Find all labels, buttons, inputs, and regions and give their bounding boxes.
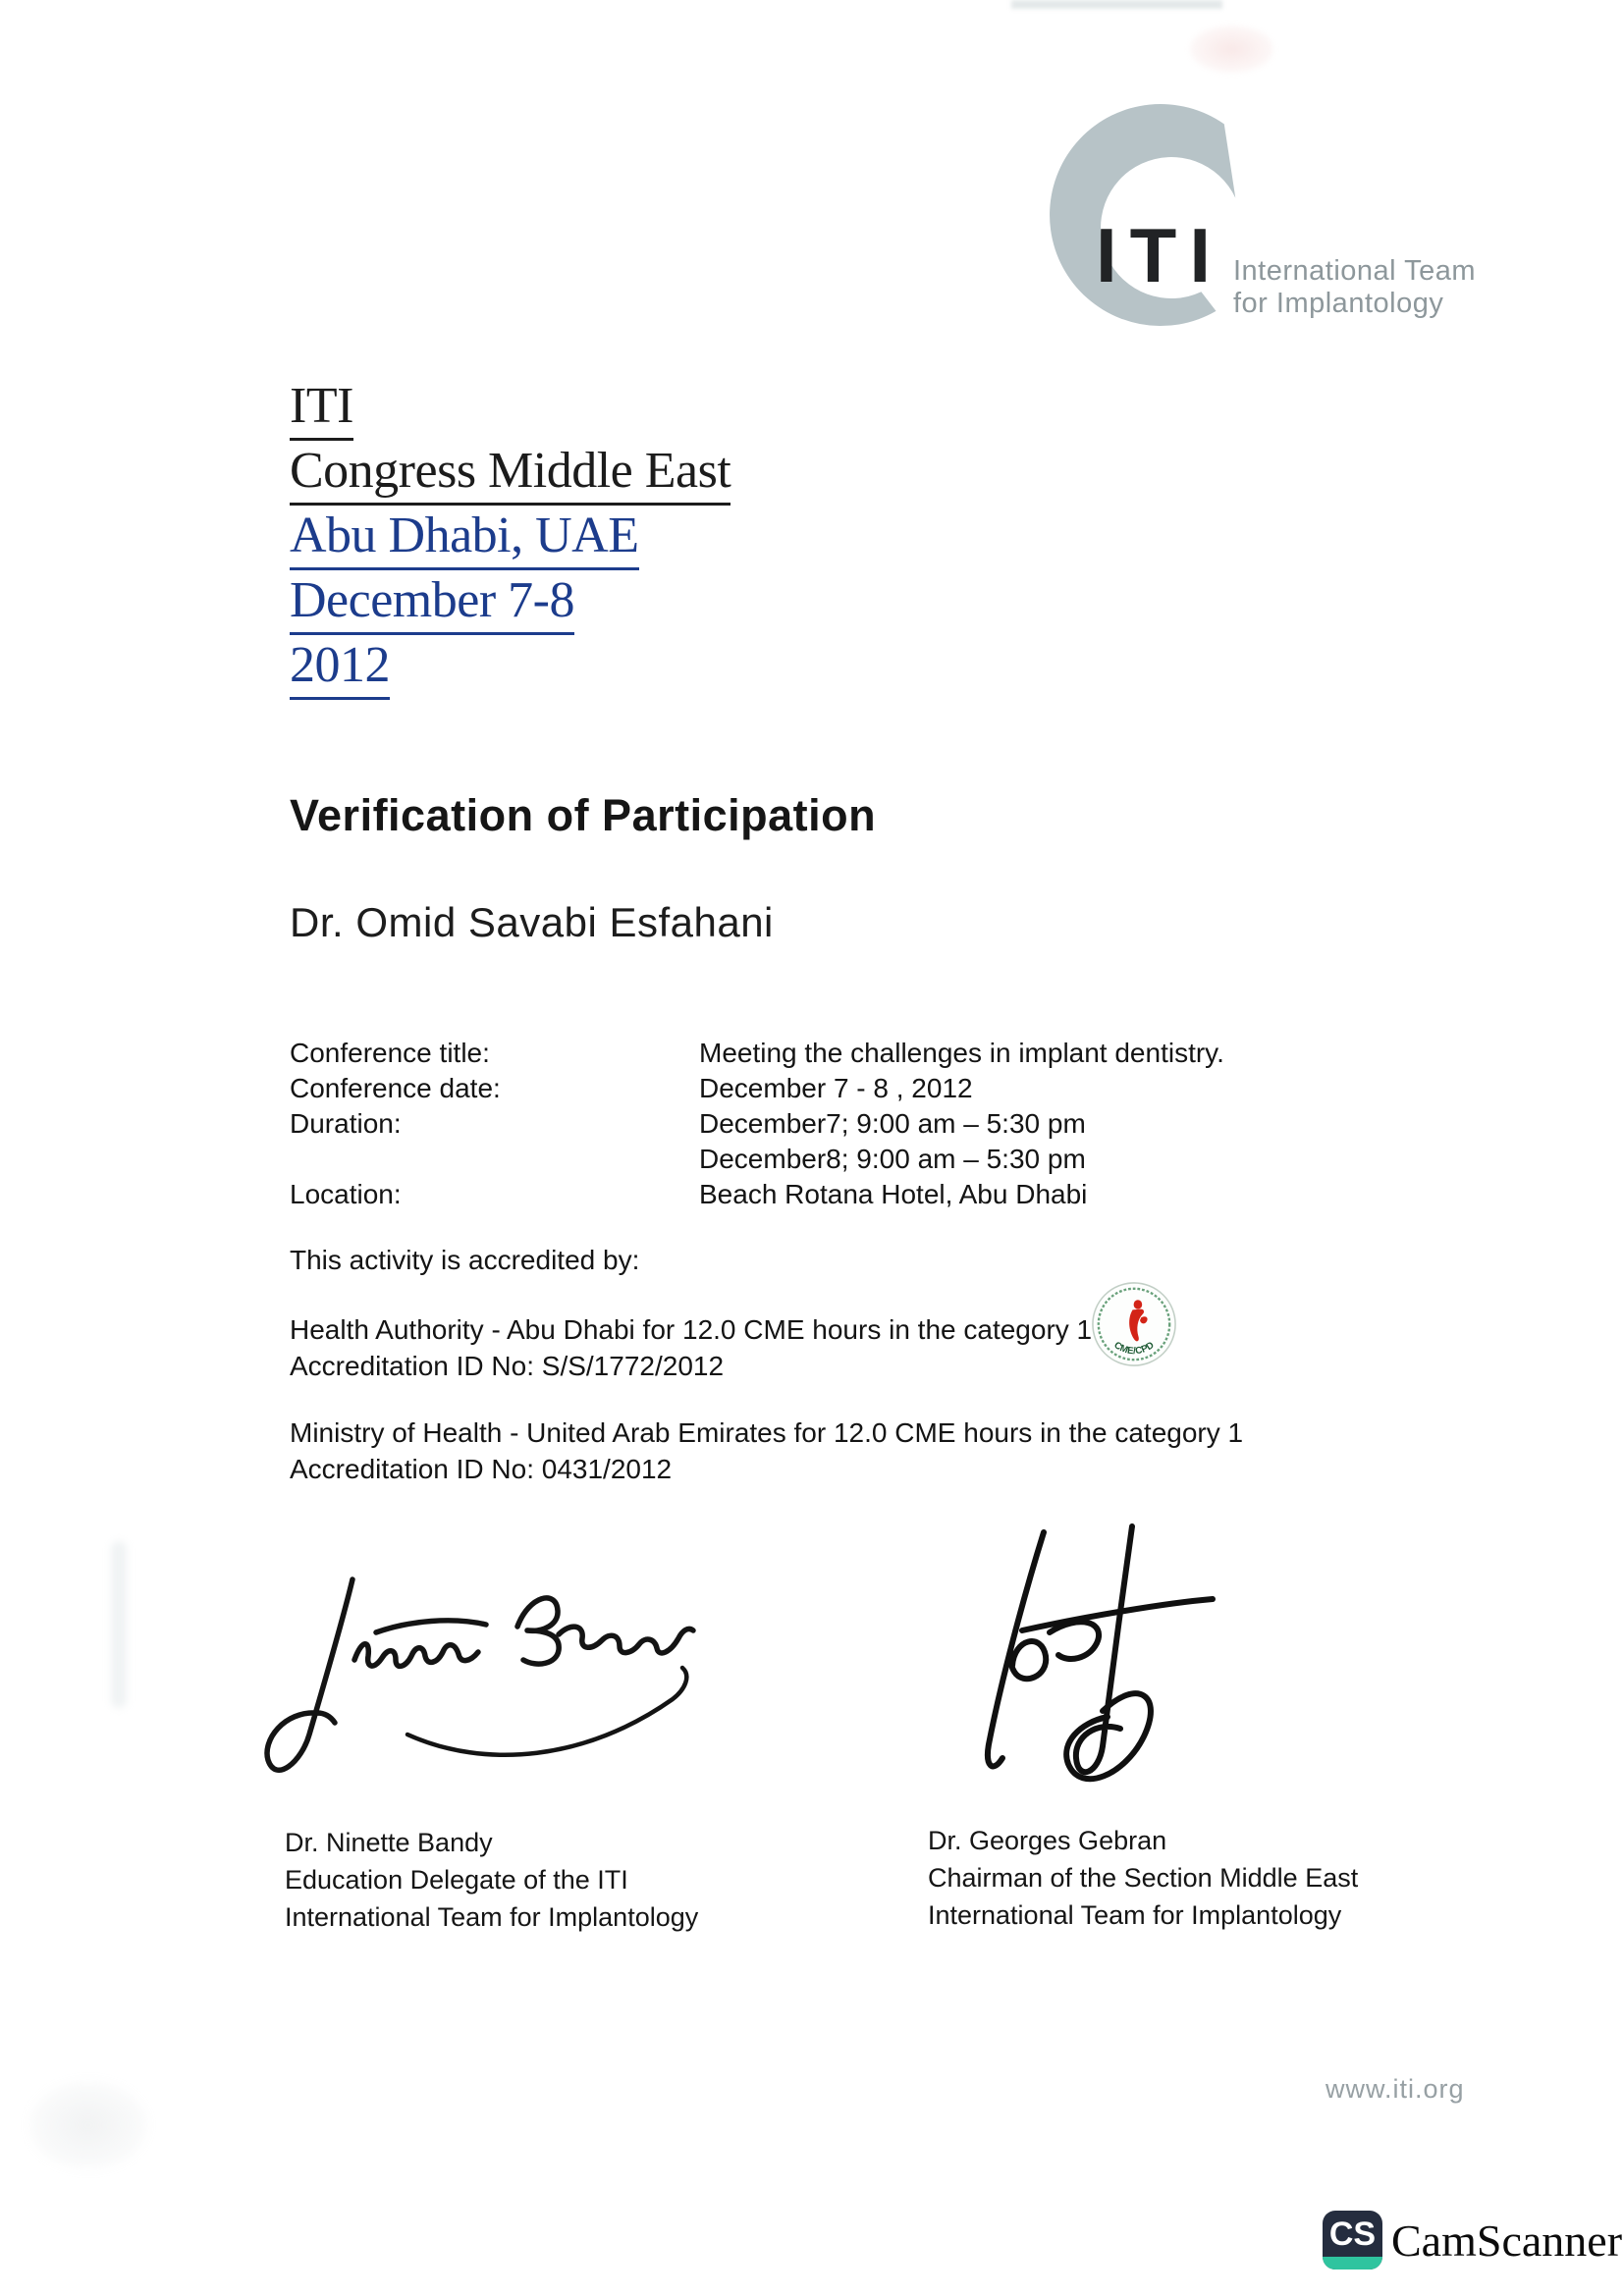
signature-ninette-bandy xyxy=(260,1566,702,1811)
accreditation-id: Accreditation ID No: 0431/2012 xyxy=(290,1454,673,1484)
letterhead-line-year: 2012 xyxy=(290,635,730,700)
signatory-org: International Team for Implantology xyxy=(285,1902,699,1932)
detail-label: Conference date: xyxy=(290,1073,501,1103)
signature-ninette-bandy-image xyxy=(260,1566,702,1811)
accreditation-line: Health Authority - Abu Dhabi for 12.0 CME hours in the category 1 xyxy=(290,1314,1093,1345)
iti-logo-acronym: ITI xyxy=(1096,212,1223,298)
signature-georges-gebran xyxy=(918,1517,1252,1811)
letterhead-block xyxy=(290,376,730,700)
scan-artifact xyxy=(1011,0,1222,9)
iti-logo-tagline-line1: International Team xyxy=(1233,255,1477,287)
detail-label: Duration: xyxy=(290,1108,402,1139)
scan-artifact xyxy=(29,2081,147,2169)
letterhead-line-city: Abu Dhabi, UAE xyxy=(290,506,730,570)
camscanner-icon-accent xyxy=(1323,2257,1382,2269)
signatory-role: Education Delegate of the ITI xyxy=(285,1865,628,1895)
signatory-name: Dr. Georges Gebran xyxy=(928,1826,1167,1855)
detail-label xyxy=(290,1142,699,1177)
footer-website: www.iti.org xyxy=(1325,2074,1465,2104)
detail-value: December7; 9:00 am – 5:30 pm xyxy=(699,1108,1086,1139)
iti-logo-graphic xyxy=(1041,93,1483,334)
detail-value: December8; 9:00 am – 5:30 pm xyxy=(699,1144,1086,1174)
detail-value: December 7 - 8 , 2012 xyxy=(699,1073,973,1103)
scan-artifact xyxy=(111,1541,127,1708)
accreditation-item xyxy=(290,1415,1243,1487)
conference-details-table xyxy=(290,1036,1347,1212)
signature-georges-gebran-image xyxy=(918,1517,1252,1811)
letterhead-line-acronym: ITI xyxy=(290,376,730,441)
signatory-block-georges xyxy=(928,1822,1358,1934)
iti-logo-tagline-line2: for Implantology xyxy=(1233,288,1444,319)
cme-cpd-seal xyxy=(1090,1280,1178,1368)
detail-value: Meeting the challenges in implant dentistry. xyxy=(699,1038,1224,1068)
iti-logo xyxy=(1041,93,1483,334)
detail-value: Beach Rotana Hotel, Abu Dhabi xyxy=(699,1179,1088,1209)
detail-label: Conference title: xyxy=(290,1038,490,1068)
camscanner-icon-letters: CS xyxy=(1328,2216,1377,2253)
accreditation-line: Ministry of Health - United Arab Emirates for 12.0 CME hours in the category 1 xyxy=(290,1417,1244,1448)
seal-label: CME/CPD xyxy=(1111,1340,1157,1358)
accreditation-id: Accreditation ID No: S/S/1772/2012 xyxy=(290,1351,725,1381)
letterhead-line-congress: Congress Middle East xyxy=(290,441,730,506)
detail-label: Location: xyxy=(290,1179,402,1209)
letterhead-line-dates: December 7-8 xyxy=(290,570,730,635)
seal-figure-head xyxy=(1134,1300,1143,1308)
signatory-org: International Team for Implantology xyxy=(928,1900,1342,1930)
signatory-name: Dr. Ninette Bandy xyxy=(285,1828,493,1857)
signatory-block-ninette xyxy=(285,1824,698,1936)
recipient-name: Dr. Omid Savabi Esfahani xyxy=(290,899,774,945)
accreditation-item xyxy=(290,1311,1092,1384)
certificate-title: Verification of Participation xyxy=(290,790,877,840)
signatory-role: Chairman of the Section Middle East xyxy=(928,1863,1359,1893)
camscanner-label: CamScanner xyxy=(1391,2216,1623,2266)
camscanner-icon xyxy=(1323,2211,1382,2269)
cme-cpd-seal-icon xyxy=(1090,1280,1178,1368)
scan-artifact xyxy=(1190,26,1273,73)
accreditation-intro: This activity is accredited by: xyxy=(290,1245,640,1275)
